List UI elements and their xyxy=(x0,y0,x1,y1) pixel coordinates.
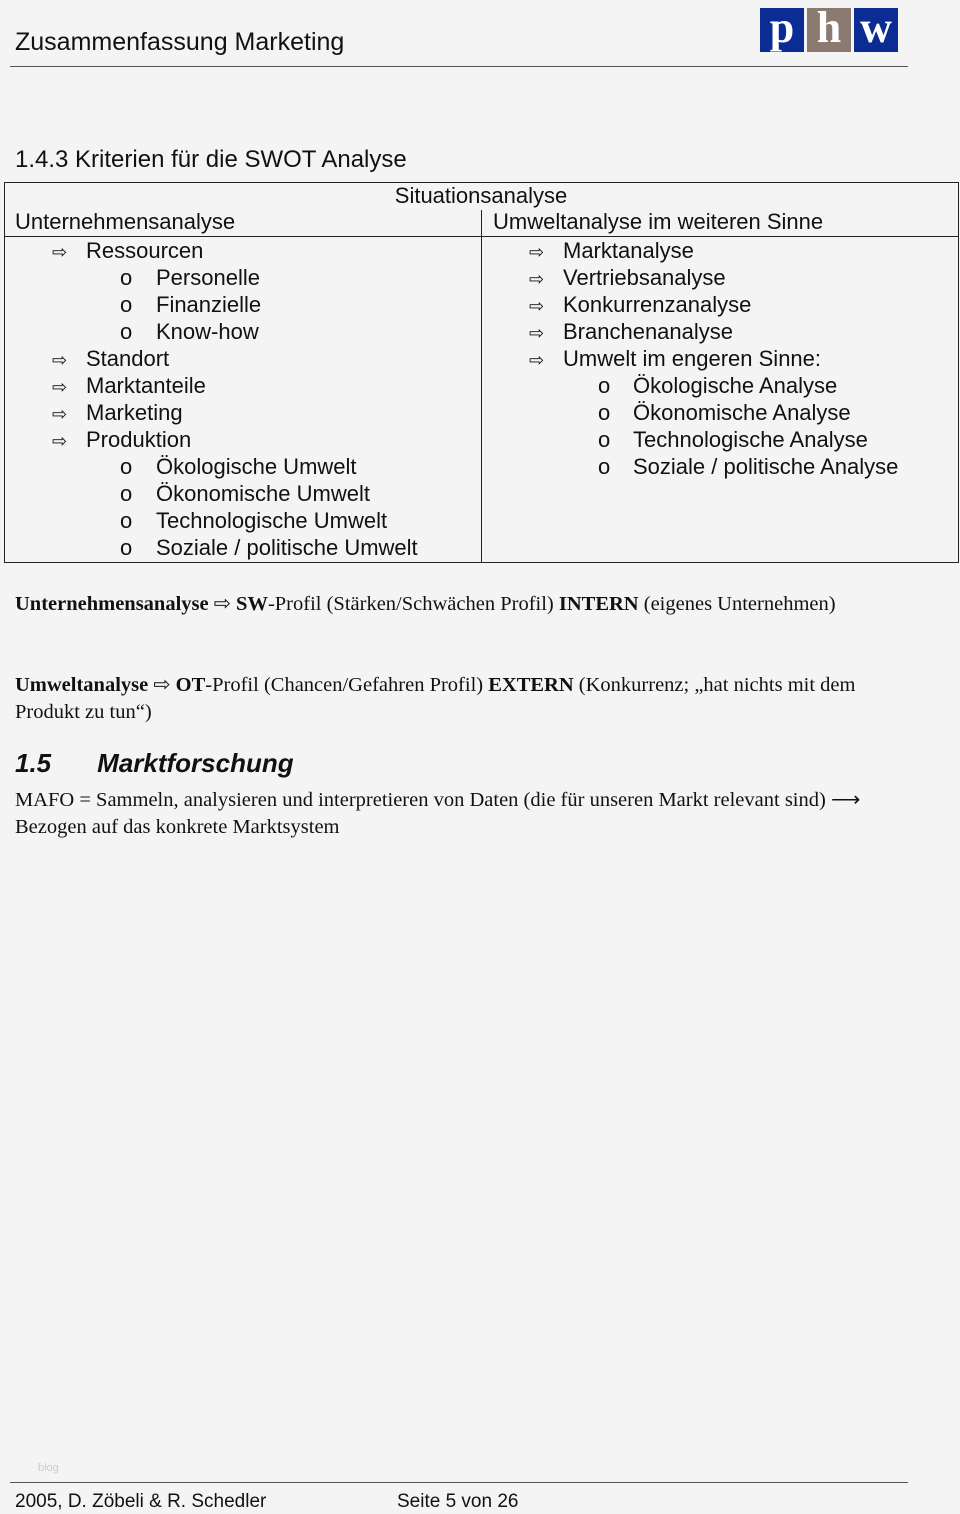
footer-divider xyxy=(10,1482,908,1483)
arrow-icon: ⇨ xyxy=(148,674,176,696)
list-item: Personelle xyxy=(156,265,260,290)
p2-term: Umweltanalyse xyxy=(15,674,149,696)
logo-letter-h: h xyxy=(807,8,851,52)
arrow-icon: ⇨ xyxy=(52,377,68,397)
list-item: Know-how xyxy=(156,319,259,344)
section-title: 1.4.3 Kriterien für die SWOT Analyse xyxy=(15,146,407,173)
list-item: Ökonomische Umwelt xyxy=(156,481,370,506)
table-title: Situationsanalyse xyxy=(394,183,568,208)
bullet-icon: o xyxy=(120,265,133,290)
footer-authors: 2005, D. Zöbeli & R. Schedler xyxy=(15,1491,267,1512)
mafo-definition: MAFO = Sammeln, analysieren und interpretieren von Daten (die für unseren Markt relevant sind) ⟶ Bezogen auf das konkrete Marktsystem xyxy=(15,789,861,838)
logo-letter-w: w xyxy=(854,8,898,52)
bullet-icon: o xyxy=(598,400,611,425)
list-item: Vertriebsanalyse xyxy=(563,265,726,290)
left-column-header: Unternehmensanalyse xyxy=(15,209,236,234)
list-item: Technologische Analyse xyxy=(633,427,868,452)
bullet-icon: o xyxy=(120,535,133,560)
list-item: Standort xyxy=(86,346,170,371)
list-item: Soziale / politische Umwelt xyxy=(156,535,418,560)
bullet-icon: o xyxy=(598,427,611,452)
bullet-icon: o xyxy=(120,454,133,479)
arrow-icon: ⇨ xyxy=(208,593,237,615)
bullet-icon: o xyxy=(598,454,611,479)
list-item: Branchenanalyse xyxy=(563,319,734,344)
list-item: Produktion xyxy=(86,427,192,452)
list-item: Technologische Umwelt xyxy=(156,508,388,533)
p1-intern: INTERN xyxy=(558,593,639,615)
heading-number: 1.5 xyxy=(15,748,52,778)
list-item: Ressourcen xyxy=(86,238,204,263)
list-item: Marktanalyse xyxy=(563,238,694,263)
p2-extern: EXTERN xyxy=(488,674,574,696)
arrow-icon: ⇨ xyxy=(529,269,545,289)
arrow-icon: ⇨ xyxy=(529,242,545,262)
phw-logo xyxy=(760,3,898,52)
arrow-icon: ⇨ xyxy=(52,242,68,262)
p1-sw: SW xyxy=(236,593,268,615)
bullet-icon: o xyxy=(120,319,133,344)
header-divider xyxy=(10,66,908,67)
list-item: Ökologische Analyse xyxy=(633,373,838,398)
arrow-icon: ⇨ xyxy=(529,323,545,343)
paragraph-umweltanalyse xyxy=(15,672,915,726)
table-column-divider xyxy=(481,210,482,562)
bullet-icon: o xyxy=(120,508,133,533)
list-item: Ökologische Umwelt xyxy=(156,454,357,479)
bullet-icon: o xyxy=(120,292,133,317)
p2-text2: (Konkurrenz; „hat nichts mit dem Produkt zu tun“) xyxy=(15,674,856,723)
heading-marktforschung xyxy=(15,748,294,779)
arrow-icon: ⇨ xyxy=(529,350,545,370)
list-item: Marketing xyxy=(86,400,183,425)
list-item: Finanzielle xyxy=(156,292,262,317)
list-item: Marktanteile xyxy=(86,373,206,398)
p1-term: Unternehmensanalyse xyxy=(15,593,209,615)
arrow-icon: ⇨ xyxy=(52,404,68,424)
list-item: Konkurrenzanalyse xyxy=(563,292,752,317)
p1-text: -Profil (Stärken/Schwächen Profil) xyxy=(267,593,559,615)
arrow-icon: ⇨ xyxy=(529,296,545,316)
p2-text: -Profil (Chancen/Gefahren Profil) xyxy=(205,674,489,696)
paragraph-unternehmensanalyse xyxy=(15,591,915,618)
list-item: Soziale / politische Analyse xyxy=(633,454,899,479)
p1-text2: (eigenes Unternehmen) xyxy=(638,593,836,615)
footer-page-number: Seite 5 von 26 xyxy=(397,1491,519,1512)
bullet-icon: o xyxy=(120,481,133,506)
logo-letter-p: p xyxy=(760,8,804,52)
p2-ot: OT xyxy=(175,674,206,696)
list-item: Umwelt im engeren Sinne: xyxy=(563,346,822,371)
arrow-icon: ⇨ xyxy=(52,431,68,451)
bullet-icon: o xyxy=(598,373,611,398)
heading-text: Marktforschung xyxy=(97,748,294,778)
arrow-icon: ⇨ xyxy=(52,350,68,370)
watermark: blog xyxy=(38,1462,59,1474)
document-header-title: Zusammenfassung Marketing xyxy=(15,28,345,56)
right-column-header: Umweltanalyse im weiteren Sinne xyxy=(493,209,824,234)
list-item: Ökonomische Analyse xyxy=(633,400,851,425)
